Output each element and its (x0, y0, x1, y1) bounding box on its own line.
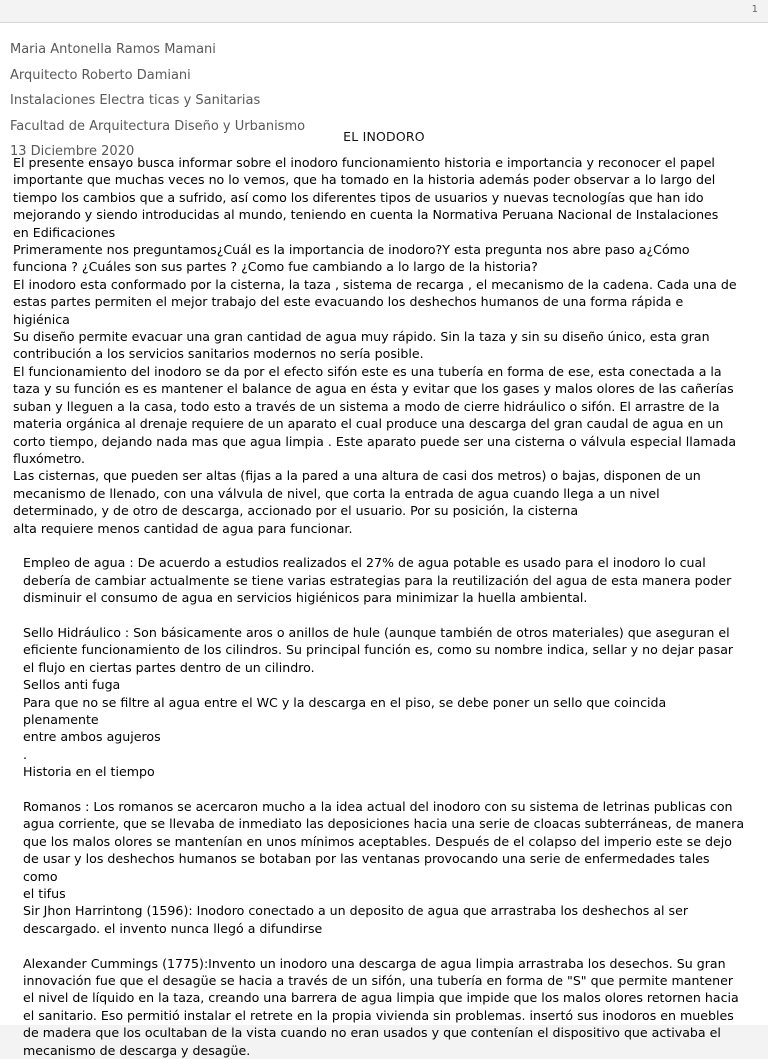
paragraph-water-use: Empleo de agua : De acuerdo a estudios realizados el 27% de agua potable es usado para el inodoro lo cual debería de cambiar actualmente se tiene varias estrategias para la reutilización del agua de esta manera poder disminuir el consumo de agua en servicios higiénicos para minimizar la huella ambiental. (23, 555, 732, 606)
document-date: 13 Diciembre 2020 (10, 144, 135, 159)
paragraph-hydraulic-seal: Sello Hidráulico : Son básicamente aros o anillos de hule (aunque también de otros materiales) que aseguran el eficiente funcionamiento de los cilindros. Su principal función es, como su nombre indica, sellar y no dejar pasar el flujo en ciertas partes dentro de un cilindro. (23, 624, 734, 675)
paragraph-gap (23, 537, 745, 554)
paragraph-design: Su diseño permite evacuar una gran cantidad de agua muy rápido. Sin la taza y sin su diseño único, esta gran contribución a los servicios sanitarios modernos no sería posible. (13, 329, 710, 362)
course-name: Instalaciones Electra ticas y Sanitarias (10, 93, 261, 108)
paragraph-function: El funcionamiento del inodoro se da por el efecto sifón este es una tubería en forma de ese, esta conectada a la taza y su función es es mantener el balance de agua en ésta y evitar que los gases y malos olores de las cañerías suban y lleguen a la casa, todo esto a través de un sistema a modo de cierre hidráulico o sifón. El arrastre de la materia orgánica al drenaje requiere de un aparato el cual produce una descarga del gran caudal de agua en un corto tiempo, dejando nada mas que agua limpia . Este aparato puede ser una cisterna o válvula especial llamada fluxómetro. (13, 363, 737, 466)
paragraph-antileak: Para que no se filtre al agua entre el WC y la descarga en el piso, se debe poner un sello que coincida plenamente entre ambos agujeros (23, 694, 667, 745)
document-header (10, 37, 305, 165)
paragraph-questions: Primeramente nos preguntamos¿Cuál es la importancia de inodoro?Y esta pregunta nos abre paso a¿Cómo funciona ? ¿Cuáles son sus partes ? ¿Como fue cambiando a lo largo de la historia? (13, 242, 690, 275)
document-body (13, 154, 745, 1059)
document-title: EL INODORO (343, 129, 425, 144)
paragraph-gap (23, 781, 745, 798)
page-number: 1 (751, 4, 758, 15)
paragraph-history-heading: Historia en el tiempo (23, 764, 155, 780)
paragraph-harrington: Sir Jhon Harrintong (1596): Inodoro conectado a un deposito de agua que arrastraba los deshechos al ser descargado. el invento nunca llegó a difundirse (23, 903, 689, 936)
paragraph-gap (23, 937, 745, 954)
paragraph-gap (23, 607, 745, 624)
paragraph-parts: El inodoro esta conformado por la cisterna, la taza , sistema de recarga , el mecanismo de la cadena. Cada una de estas partes permiten el mejor trabajo del este evacuando los deshechos humanos de una forma rápida e higiénica (13, 276, 737, 327)
author-name: Maria Antonella Ramos Mamani (10, 42, 216, 57)
paragraph-cisterns: Las cisternas, que pueden ser altas (fijas a la pared a una altura de casi dos metros) o bajas, disponen de un mecanismo de llenado, con una válvula de nivel, que corta la entrada de agua cuando llega a un nivel determinado, y de otro de descarga, accionado por el usuario. Por su posición, la cisterna alta requiere menos cantidad de agua para funcionar. (13, 468, 701, 536)
paragraph-dot: . (23, 746, 28, 762)
professor-name: Arquitecto Roberto Damiani (10, 67, 191, 83)
paragraph-antileak-heading: Sellos anti fuga (23, 677, 121, 693)
paragraph-cummings: Alexander Cummings (1775):Invento un inodoro una descarga de agua limpia arrastraba los desechos. Su gran innovación fue que el desagüe se hacia a través de un sifón, una tubería en forma de "S" que permite mantener el nivel de líquido en la taza, creando una barrera de agua limpia que impide que los malos olores retornen hacia el sanitario. Eso permitió instalar el retrete en la propia vivienda sin problemas. insertó sus inodoros en muebles de madera que los ocultaban de la vista cuando no eran usados y que contenían el dispositivo que activaba el mecanismo de descarga y desagüe. (23, 955, 739, 1058)
paragraph-intro: El presente ensayo busca informar sobre el inodoro funcionamiento historia e importancia y reconocer el papel importante que muchas veces no lo vemos, que ha tomado en la historia además poder observar a lo largo del tiempo los cambios que a sufrido, así como los diferentes tipos de usuarios y nuevas tecnologías que han ido mejorando y siendo introducidas al mundo, teniendo en cuenta la Normativa Peruana Nacional de Instalaciones en Edificaciones (13, 155, 719, 240)
faculty-name: Facultad de Arquitectura Diseño y Urbanismo (10, 118, 306, 134)
paragraph-romans: Romanos : Los romanos se acercaron mucho a la idea actual del inodoro con su sistema de letrinas publicas con agua corriente, que se llevaba de inmediato las deposiciones hacia una serie de cloacas subterráneas, de manera que los malos olores se mantenían en unos mínimos aceptables. Después de el colapso del imperio este se dejo de usar y los deshechos humanos se botaban por las ventanas provocando una serie de enfermedades tales como el tifus (23, 798, 745, 902)
viewer-toolbar (0, 0, 768, 22)
document-page (0, 22, 768, 1058)
